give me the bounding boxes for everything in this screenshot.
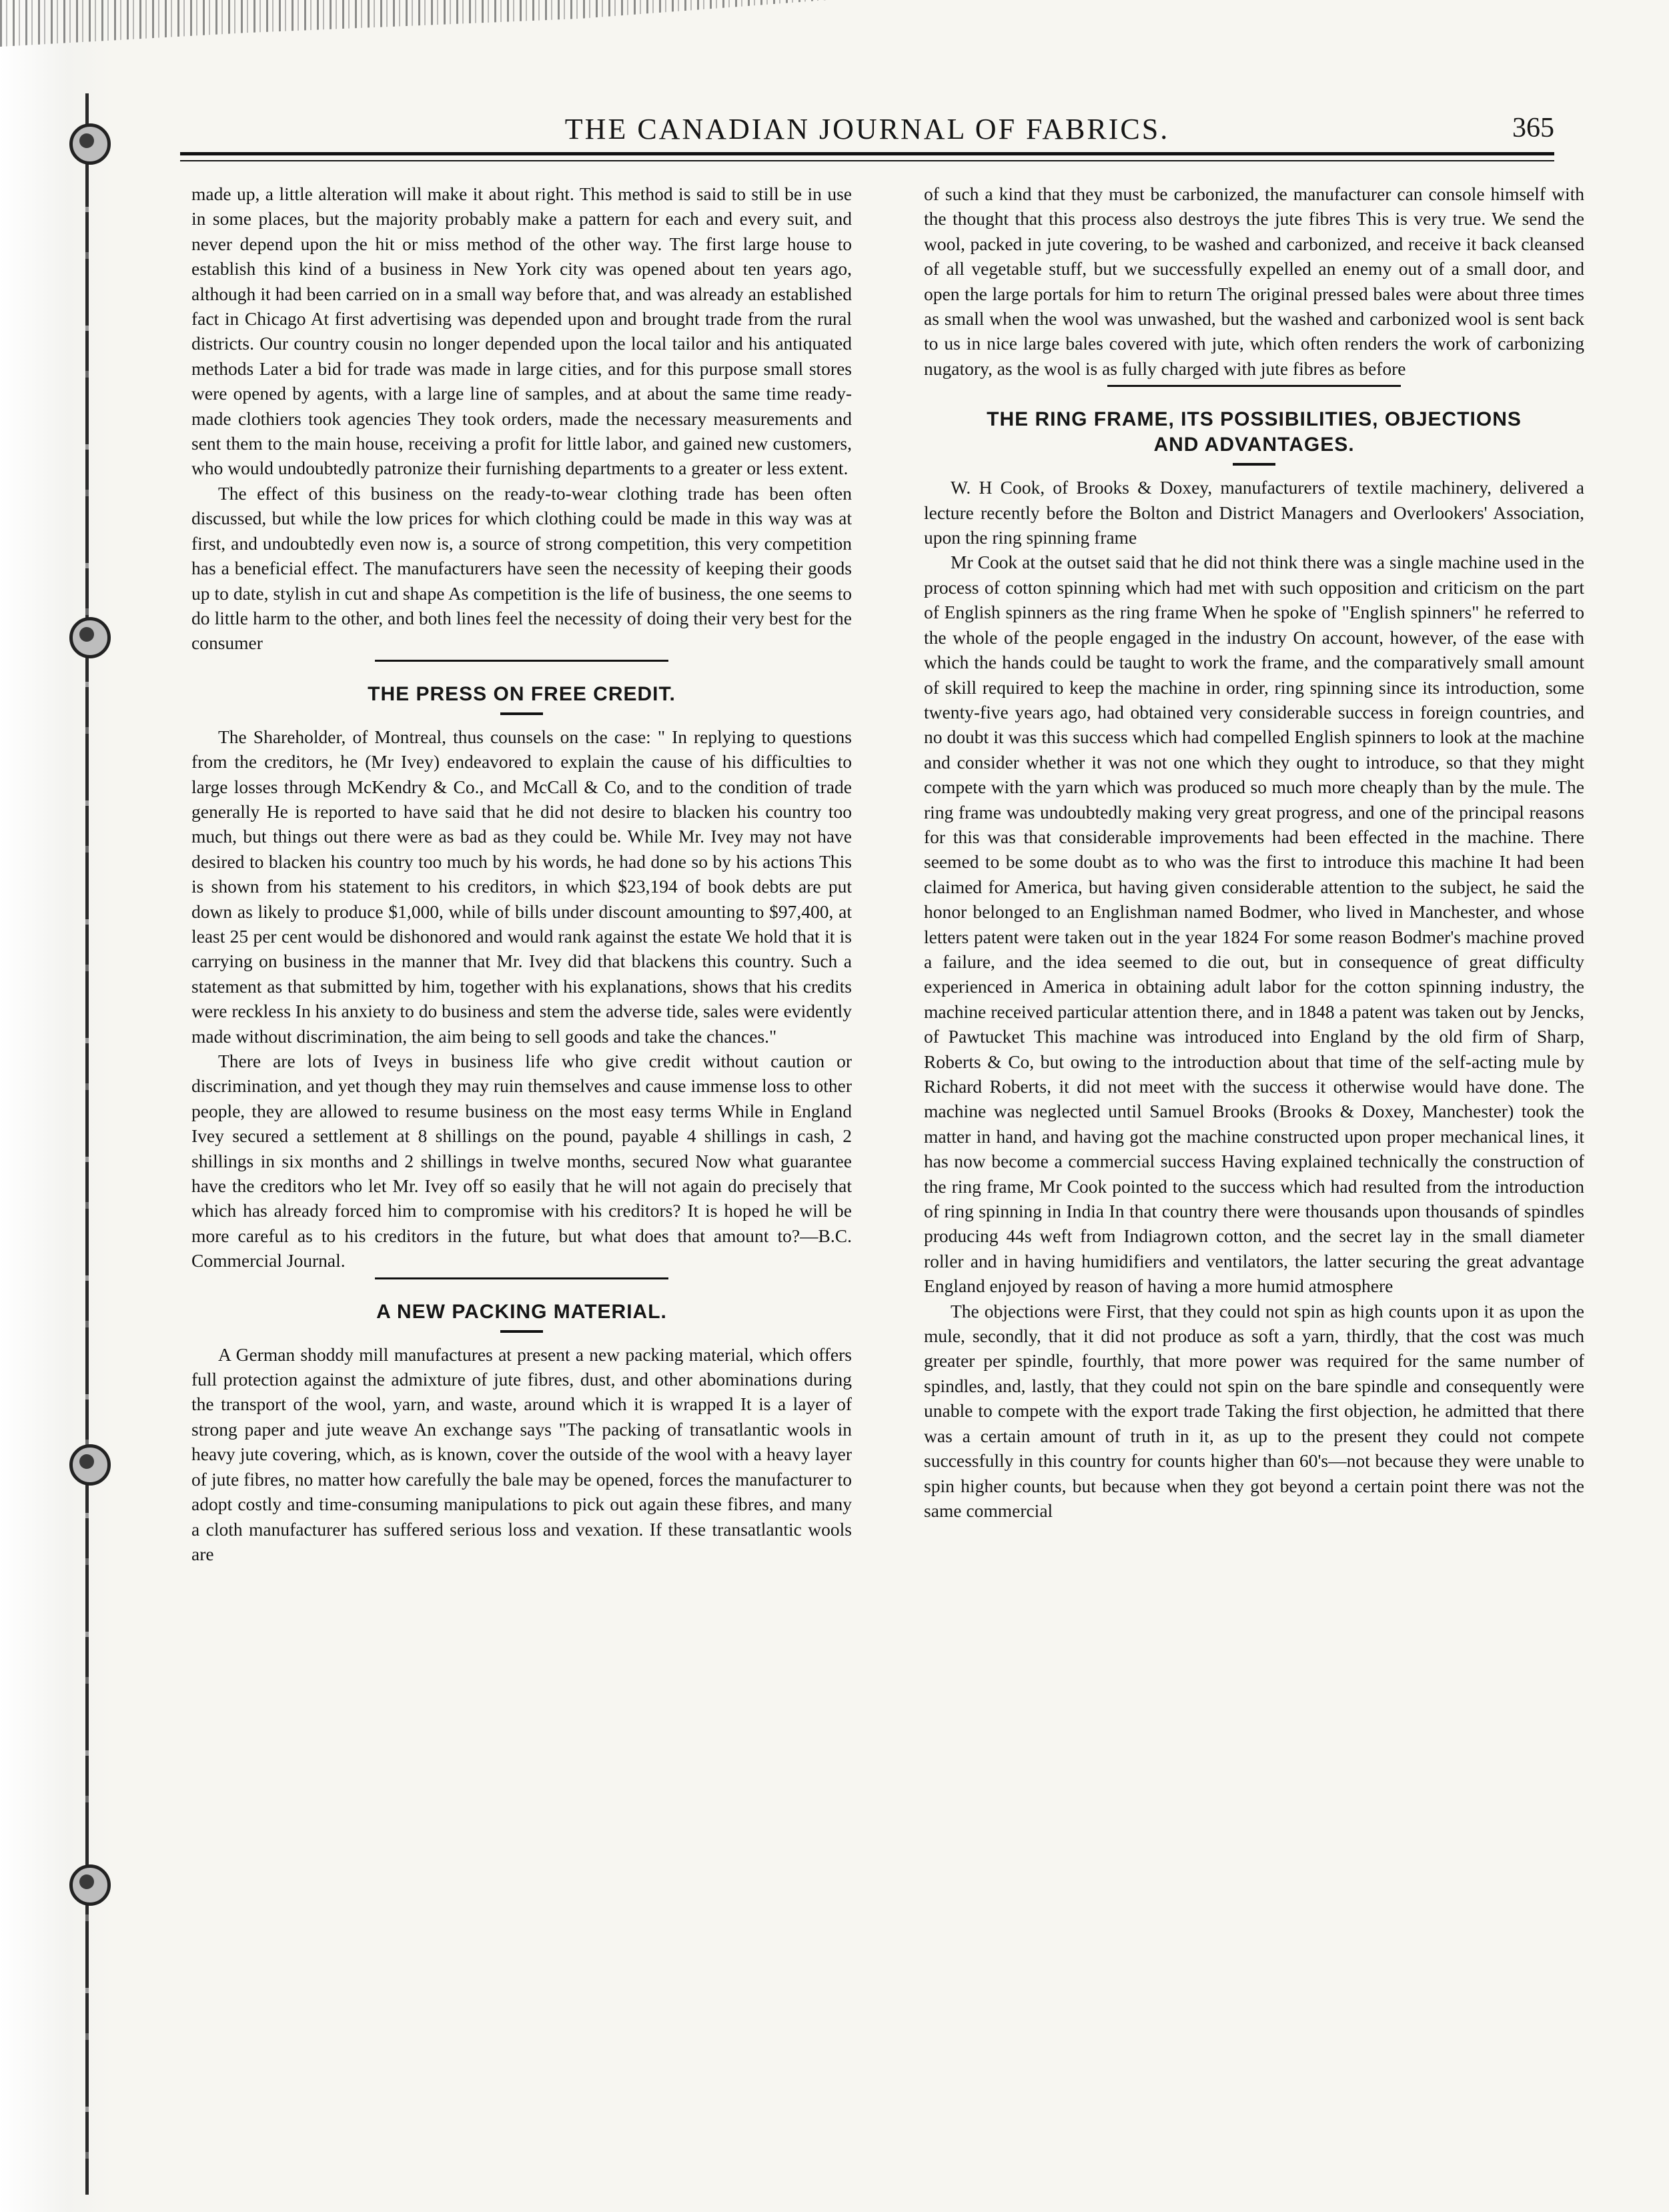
- paragraph: The effect of this business on the ready-to-wear clothing trade has been often discussed, but while the low prices for which clothing could be made in this way was at first, and undoubtedly even now is, a source of strong competition, this very competition has a beneficial effect. The manufacturers have seen the necessity of keeping their goods up to date, stylish in cut and shape As competition is the life of business, the one seems to do little harm to the other, and both lines feel the necessity of doing their very best for the consumer: [191, 482, 852, 654]
- header-rule: [180, 152, 1554, 155]
- journal-title: THE CANADIAN JOURNAL OF FABRICS.: [564, 113, 1170, 145]
- heading-rule: [1233, 463, 1275, 466]
- article-heading-line: AND ADVANTAGES.: [1153, 434, 1355, 456]
- heading-rule: [500, 712, 543, 715]
- article-heading: A NEW PACKING MATERIAL.: [376, 1300, 667, 1323]
- left-column: [191, 181, 852, 1566]
- paragraph: A German shoddy mill manufactures at present a new packing material, which offers full protection against the admixture of jute fibres, dust, and other abominations during the transport of the wool, yarn, and waste, around which it is wrapped It is a layer of strong paper and jute weave An exchange says "The packing of transatlantic wools in heavy jute covering, which, as is known, cover the outside of the wool with a heavy layer of jute fibres, no matter how carefully the bale may be opened, forces the manufacturer to adopt costly and time-consuming manipulations to pick out again these fibres, and many a cloth manufacturer has suffered serious loss and vexation. If these transatlantic wools are: [191, 1343, 852, 1564]
- right-column: [924, 181, 1584, 1523]
- paragraph: The objections were First, that they could not spin as high counts upon it as upon the mule, secondly, that it did not produce as soft a yarn, thirdly, that the cost was much greater per spindle, fourthly, that more power was required for the same number of spindles, and, lastly, that they could not spin on the bare spindle and consequently were unable to compete with the export trade Taking the first objection, he admitted that there was a certain amount of truth in it, as up to the present they could not compete successfully in this country for counts higher than 60's—not because they were unable to spin higher counts, but because when they got beyond a certain point there was not the same commercial: [924, 1300, 1584, 1521]
- paragraph: W. H Cook, of Brooks & Doxey, manufacturers of textile machinery, delivered a lecture recently before the Bolton and District Managers and Overlookers' Association, upon the ring spinning frame: [924, 477, 1584, 548]
- article-heading: [924, 407, 1584, 458]
- running-header: [180, 100, 1554, 157]
- header-rule-thin: [180, 160, 1554, 161]
- article-heading-line: THE RING FRAME, ITS POSSIBILITIES, OBJECTIONS: [987, 408, 1522, 431]
- paragraph: Mr Cook at the outset said that he did not think there was a single machine used in the process of cotton spinning which had met with such opposition and criticism on the part of English spinners as the ring frame When he spoke of "English spinners" he referred to the whole of the people engaged in the industry On account, however, of the ease with which the hands could be taught to work the frame, and the comparatively small amount of skill required to keep the machine in order, ring spinning since its introduction, some twenty-five years ago, had obtained very considerable success in foreign countries, and no doubt it was this success which had compelled English spinners to look at the machine and consider whether it was not one which they ought to introduce, so that they might compete with the yarn which was produced so much more cheaply than by the mule. The ring frame was undoubtedly making very great progress, and one of the principal reasons for this was that considerable improvements had been effected in the machine. There seemed to be some doubt as to who was the first to introduce this machine It had been claimed for America, but having given considerable attention to the subject, he said the honor belonged to an Englishman named Bodmer, who lived in Manchester, and whose letters patent were taken out in the year 1824 For some reason Bodmer's machine proved a failure, and the idea seemed to die out, but in consequence of great difficulty experienced in America in obtaining adult labor for the cotton spinning industry, the machine received particular attention there, and in 1848 a patent was taken out by Jencks, of Pawtucket This machine was introduced into England by the old firm of Sharp, Roberts & Co, but owing to the introduction about that time of the self-acting mule by Richard Roberts, it did not meet with the success it otherwise would have done. The machine was neglected until Samuel Brooks (Brooks & Doxey, Manchester) took the matter in hand, and having got the machine constructed upon proper mechanical lines, it has now become a commercial success Having explained technically the construction of the ring frame, Mr Cook pointed to the success which had resulted from the introduction of ring spinning in India In that country there were thousands upon thousands of spindles producing 44s weft from Indiagrown cotton, and the secret lay in the small diameter roller and in having humidifiers and ventilators, the latter securing the great advantage England enjoyed by reason of having a more humid atmosphere: [924, 552, 1584, 1297]
- binding-stitch: [69, 1864, 111, 1906]
- binding-stitch: [69, 123, 111, 165]
- paragraph: There are lots of Iveys in business life who give credit without caution or discrimination, and yet though they may ruin themselves and cause immense loss to other people, they are allowed to resume business on the most easy terms While in England Ivey secured a settlement at 8 shillings on the pound, payable 4 shillings in cash, 2 shillings in six months and 2 shillings in twelve months, secured Now what guarantee have the creditors who let Mr. Ivey off so easily that he will not again do precisely that which has already forced him to compromise with his creditors? It is hoped he will be more careful as to his creditors in the future, but what does that amount to?—B.C. Commercial Journal.: [191, 1051, 852, 1271]
- section-divider: [1107, 385, 1401, 387]
- heading-rule: [500, 1330, 543, 1333]
- article-heading: THE PRESS ON FREE CREDIT.: [368, 682, 676, 705]
- binding-stitch: [69, 1444, 111, 1486]
- paragraph: The Shareholder, of Montreal, thus counsels on the case: " In replying to questions from the creditors, he (Mr Ivey) endeavored to explain the cause of his difficulties to large losses through McKendry & Co., and McCall & Co, and to the condition of trade generally He is reported to have said that he did not desire to blacken his country too much, but things out there were as bad as they could be. While Mr. Ivey may not have desired to blacken his country too much by his words, he had done so by his actions This is shown from his statement to his creditors, in which $23,194 of book debts are put down as likely to produce $1,000, while of bills under discount amounting to $97,400, at least 25 per cent would be dishonored and would rank against the estate We hold that it is carrying on business in the manner that Mr. Ivey did that blackens this country. Such a statement as that submitted by him, together with his explanations, shows that his credits were reckless In his anxiety to do business and stem the adverse tide, sales were evidently made without discrimination, the aim being to sell goods and take the chances.": [191, 726, 852, 1047]
- page-number: 365: [1512, 113, 1554, 143]
- binding-stitch: [69, 617, 111, 658]
- binding-edge: [0, 0, 113, 2212]
- paragraph: made up, a little alteration will make it about right. This method is said to still be in use in some places, but the majority probably make a pattern for each and every suit, and never depend upon the hit or miss method of the other way. The first large house to establish this kind of a business in New York city was opened about ten years ago, although it had been carried on in a small way before that, and was already an established fact in Chicago At first advertising was depended upon and brought trade from the rural districts. Our country cousin no longer depended upon the local tailor and his antiquated methods Later a bid for trade was made in large cities, and for this purpose small stores were opened by agents, with a large line of samples, and at about the same time ready-made clothiers took agencies They took orders, made the necessary measurements and sent them to the main house, receiving a profit for little labor, and gained new customers, who would undoubtedly patronize their furnishing departments to a greater or less extent.: [191, 183, 852, 479]
- section-divider: [375, 660, 668, 662]
- section-divider: [375, 1277, 668, 1279]
- scan-noise: [0, 0, 827, 47]
- paragraph: of such a kind that they must be carbonized, the manufacturer can console himself with the thought that this process also destroys the jute fibres This is very true. We send the wool, packed in jute covering, to be washed and carbonized, and receive it back cleansed of all vegetable stuff, but we successfully expelled an enemy out of a small door, and open the large portals for him to return The original pressed bales were about three times as small when the wool was unwashed, but the washed and carbonized wool is sent back to us in nice large bales covered with jute, which often renders the work of carbonizing nugatory, as the wool is as fully charged with jute fibres as before: [924, 183, 1584, 379]
